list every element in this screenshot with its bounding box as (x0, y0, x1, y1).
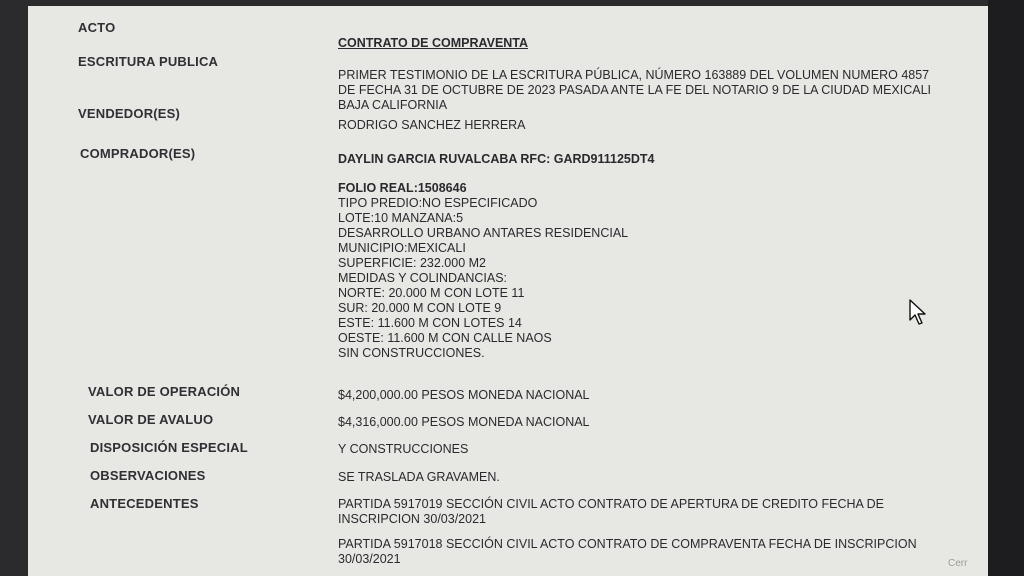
acto-label: ACTO (78, 20, 116, 35)
predio-line: SUR: 20.000 M CON LOTE 9 (338, 301, 502, 315)
disposicion-label: DISPOSICIÓN ESPECIAL (90, 440, 248, 455)
predio-line: MEDIDAS Y COLINDANCIAS: (338, 271, 508, 285)
predio-line: NORTE: 20.000 M CON LOTE 11 (338, 286, 525, 300)
mouse-pointer-icon (908, 298, 928, 326)
vendedor-value: RODRIGO SANCHEZ HERRERA (338, 118, 526, 132)
observaciones-label: OBSERVACIONES (90, 468, 206, 483)
observaciones-value: SE TRASLADA GRAVAMEN. (338, 470, 500, 484)
escritura-label: ESCRITURA PUBLICA (78, 54, 219, 69)
monitor-bezel (988, 0, 1024, 576)
valor-avaluo-value: $4,316,000.00 PESOS MONEDA NACIONAL (338, 415, 590, 429)
document-viewer (28, 6, 988, 576)
predio-line: ESTE: 11.600 M CON LOTES 14 (338, 316, 522, 330)
valor-operacion-value: $4,200,000.00 PESOS MONEDA NACIONAL (338, 388, 590, 402)
escritura-value: PRIMER TESTIMONIO DE LA ESCRITURA PÚBLICA, NÚMERO 163889 DEL VOLUMEN NUMERO 4857 DE FECHA 31 DE OCTUBRE DE 2023 PASADA ANTE LA FE DEL NOTARIO 9 DE LA CIUDAD MEXICALI BAJA CALIFORNIA (338, 68, 932, 112)
comprador-label: COMPRADOR(ES) (80, 146, 196, 161)
predio-line: DESARROLLO URBANO ANTARES RESIDENCIAL (338, 226, 629, 240)
predio-line: OESTE: 11.600 M CON CALLE NAOS (338, 331, 552, 345)
close-hint[interactable]: Cerr (948, 558, 968, 569)
acto-value: CONTRATO DE COMPRAVENTA (338, 36, 529, 50)
valor-operacion-label: VALOR DE OPERACIÓN (88, 384, 241, 399)
predio-line: MUNICIPIO:MEXICALI (338, 241, 466, 255)
valor-avaluo-label: VALOR DE AVALUO (88, 412, 214, 427)
predio-line: SUPERFICIE: 232.000 M2 (338, 256, 486, 270)
predio-line: TIPO PREDIO:NO ESPECIFICADO (338, 196, 538, 210)
antecedentes-label: ANTECEDENTES (90, 496, 199, 511)
predio-line: SIN CONSTRUCCIONES. (338, 346, 485, 360)
antecedente-item: PARTIDA 5917019 SECCIÓN CIVIL ACTO CONTRATO DE APERTURA DE CREDITO FECHA DE INSCRIPCION 30/03/2021 (338, 497, 884, 526)
vendedor-label: VENDEDOR(ES) (78, 106, 181, 121)
comprador-value: DAYLIN GARCIA RUVALCABA RFC: GARD911125DT4 (338, 152, 655, 166)
folio-real: FOLIO REAL:1508646 (338, 181, 467, 195)
predio-block (338, 181, 948, 361)
antecedente-item: PARTIDA 5917018 SECCIÓN CIVIL ACTO CONTRATO DE COMPRAVENTA FECHA DE INSCRIPCION 30/03/2021 (338, 537, 917, 566)
disposicion-value: Y CONSTRUCCIONES (338, 442, 469, 456)
predio-line: LOTE:10 MANZANA:5 (338, 211, 464, 225)
